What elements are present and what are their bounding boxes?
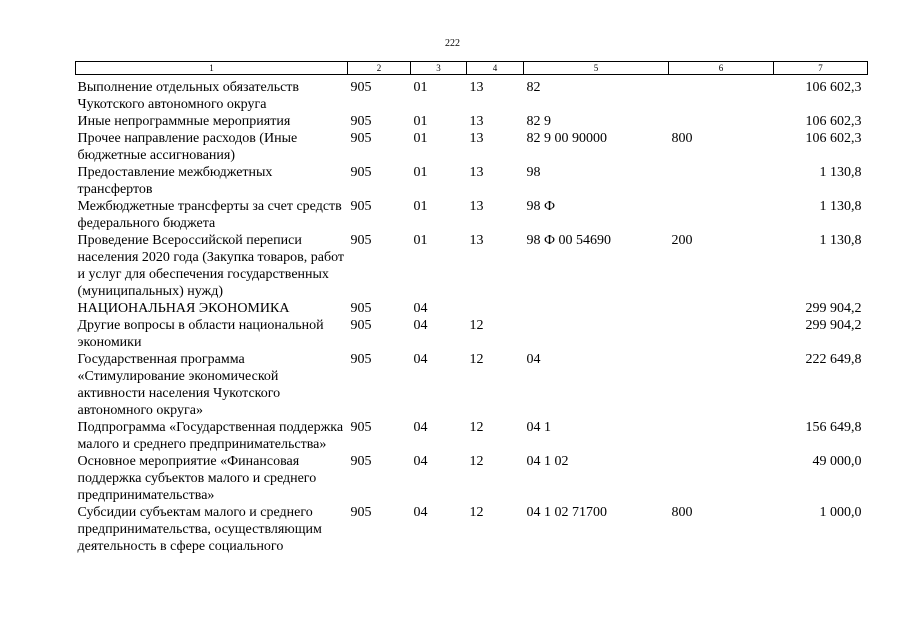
row-ministry: 905 <box>350 80 372 95</box>
row-subsection: 13 <box>469 199 484 214</box>
column-header-7: 7 <box>774 62 868 75</box>
column-header-3: 3 <box>411 62 467 75</box>
row-name: НАЦИОНАЛЬНАЯ ЭКОНОМИКА <box>77 301 290 316</box>
row-target-article: 98 Ф <box>526 199 556 214</box>
table-row <box>76 504 868 555</box>
row-expense-type <box>669 113 774 130</box>
row-section: 04 <box>413 454 428 469</box>
table-row <box>76 164 868 198</box>
row-subsection: 13 <box>469 80 484 95</box>
row-name: Межбюджетные трансферты за счет средств федерального бюджета <box>77 199 342 231</box>
row-target-article <box>524 317 669 351</box>
budget-table <box>75 61 868 555</box>
row-section: 01 <box>413 131 428 146</box>
row-expense-type: 800 <box>671 131 693 146</box>
row-expense-type <box>669 453 774 504</box>
column-header-1: 1 <box>76 62 348 75</box>
row-expense-type <box>669 198 774 232</box>
row-amount: 49 000,0 <box>812 454 862 469</box>
row-subsection: 13 <box>469 131 484 146</box>
row-target-article: 82 <box>526 80 541 95</box>
row-amount: 1 000,0 <box>819 505 862 520</box>
row-expense-type <box>669 75 774 114</box>
row-section: 01 <box>413 233 428 248</box>
row-subsection: 13 <box>469 233 484 248</box>
row-amount: 106 602,3 <box>805 80 862 95</box>
row-target-article: 98 <box>526 165 541 180</box>
row-target-article <box>524 300 669 317</box>
row-amount: 299 904,2 <box>805 318 862 333</box>
table-header-row <box>76 62 868 75</box>
table-row <box>76 198 868 232</box>
column-header-5: 5 <box>524 62 669 75</box>
row-expense-type <box>669 419 774 453</box>
row-amount: 156 649,8 <box>805 420 862 435</box>
row-section: 01 <box>413 165 428 180</box>
row-amount: 1 130,8 <box>819 199 862 214</box>
row-expense-type: 800 <box>671 505 693 520</box>
row-subsection: 12 <box>469 352 484 367</box>
row-target-article: 04 1 02 <box>526 454 569 469</box>
table-row <box>76 300 868 317</box>
row-ministry: 905 <box>350 318 372 333</box>
row-ministry: 905 <box>350 301 372 316</box>
row-name: Подпрограмма «Государственная поддержка малого и среднего предпринимательства» <box>77 420 344 452</box>
row-ministry: 905 <box>350 420 372 435</box>
table-row <box>76 75 868 114</box>
row-subsection: 13 <box>469 114 484 129</box>
row-amount: 222 649,8 <box>805 352 862 367</box>
table-row <box>76 130 868 164</box>
row-expense-type <box>669 351 774 419</box>
table-row <box>76 453 868 504</box>
table-row <box>76 419 868 453</box>
column-header-6: 6 <box>669 62 774 75</box>
row-expense-type <box>669 164 774 198</box>
page-number: 222 <box>445 38 460 49</box>
row-section: 04 <box>413 318 428 333</box>
row-ministry: 905 <box>350 233 372 248</box>
row-target-article: 04 <box>526 352 541 367</box>
row-subsection <box>467 300 524 317</box>
row-name: Проведение Всероссийской переписи населения 2020 года (Закупка товаров, работ и услуг для обеспечения государственных (муниципальных) нужд) <box>77 233 344 299</box>
row-subsection: 13 <box>469 165 484 180</box>
row-ministry: 905 <box>350 165 372 180</box>
row-section: 04 <box>413 301 428 316</box>
row-name: Государственная программа «Стимулирование экономической активности населения Чукотского автономного округа» <box>77 352 281 418</box>
table-row <box>76 232 868 300</box>
row-amount: 1 130,8 <box>819 233 862 248</box>
row-name: Прочее направление расходов (Иные бюджетные ассигнования) <box>77 131 298 163</box>
row-amount: 106 602,3 <box>805 131 862 146</box>
row-ministry: 905 <box>350 352 372 367</box>
row-section: 04 <box>413 505 428 520</box>
row-target-article: 04 1 02 71700 <box>526 505 607 520</box>
row-ministry: 905 <box>350 505 372 520</box>
row-name: Субсидии субъектам малого и среднего предпринимательства, осуществляющим деятельность в сфере социального <box>77 505 322 554</box>
row-target-article: 82 9 <box>526 114 551 129</box>
row-name: Иные непрограммные мероприятия <box>77 114 291 129</box>
row-ministry: 905 <box>350 454 372 469</box>
row-section: 04 <box>413 420 428 435</box>
row-amount: 106 602,3 <box>805 114 862 129</box>
row-name: Основное мероприятие «Финансовая поддержка субъектов малого и среднего предпринимательства» <box>77 454 317 503</box>
column-header-2: 2 <box>348 62 411 75</box>
row-ministry: 905 <box>350 199 372 214</box>
row-section: 04 <box>413 352 428 367</box>
table-row <box>76 351 868 419</box>
row-target-article: 82 9 00 90000 <box>526 131 607 146</box>
row-name: Другие вопросы в области национальной экономики <box>77 318 324 350</box>
table-row <box>76 113 868 130</box>
table-body <box>76 75 868 556</box>
row-amount: 299 904,2 <box>805 301 862 316</box>
row-section: 01 <box>413 80 428 95</box>
row-subsection: 12 <box>469 454 484 469</box>
row-section: 01 <box>413 114 428 129</box>
row-expense-type <box>669 300 774 317</box>
row-target-article: 04 1 <box>526 420 551 435</box>
row-target-article: 98 Ф 00 54690 <box>526 233 612 248</box>
row-subsection: 12 <box>469 505 484 520</box>
row-amount: 1 130,8 <box>819 165 862 180</box>
column-header-4: 4 <box>467 62 524 75</box>
row-name: Выполнение отдельных обязательств Чукотского автономного округа <box>77 80 300 112</box>
table-row <box>76 317 868 351</box>
row-name: Предоставление межбюджетных трансфертов <box>77 165 273 197</box>
row-subsection: 12 <box>469 420 484 435</box>
row-ministry: 905 <box>350 114 372 129</box>
row-expense-type: 200 <box>671 233 693 248</box>
row-expense-type <box>669 317 774 351</box>
row-section: 01 <box>413 199 428 214</box>
row-subsection: 12 <box>469 318 484 333</box>
row-ministry: 905 <box>350 131 372 146</box>
